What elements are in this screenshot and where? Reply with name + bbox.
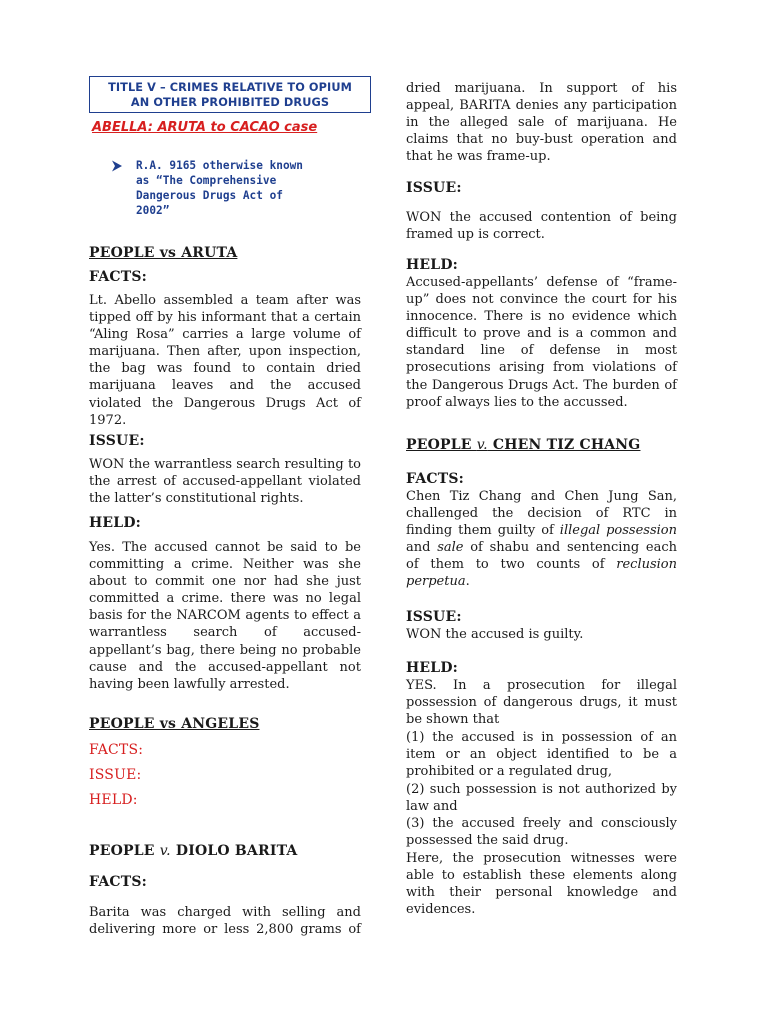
held-element-2: (2) such possession is not authorized by law and <box>406 782 677 815</box>
heading-prefix: PEOPLE <box>406 437 477 453</box>
ra-bullet-text <box>136 158 368 218</box>
held-paragraph-intro: YES. In a prosecution for illegal possession of dangerous drugs, it must be shown that <box>406 678 677 728</box>
case-heading-barita <box>89 842 361 860</box>
heading-suffix: CHEN TIZ CHANG <box>487 437 641 453</box>
held-element-1: (1) the accused is in possession of an item or an object identified to be a prohibited or a regulated drug, <box>406 730 677 780</box>
heading-versus: v. <box>476 437 488 453</box>
facts-text-c: of shabu and sentencing each of them to two counts of <box>406 540 677 573</box>
facts-label: FACTS: <box>89 269 148 285</box>
facts-label: FACTS: <box>89 874 148 890</box>
heading-versus: v. <box>159 843 171 859</box>
held-label-empty: HELD: <box>89 792 138 808</box>
case-heading-chen <box>406 436 677 454</box>
facts-italic-penalty: reclusion perpetua <box>406 557 677 590</box>
facts-paragraph <box>406 488 677 591</box>
facts-paragraph: Lt. Abello assembled a team after was tipped off by his informant that a certain “Aling Rosa” carries a large volume of marijuana. Then after, upon inspection, the bag was found to contain dried marijuana leaves and the accused violated the Dangerous Drugs Act of 1972. <box>89 293 361 428</box>
ra-line-1: R.A. 9165 otherwise known <box>136 159 303 172</box>
title-line-2: AN OTHER PROHIBITED DRUGS <box>130 96 330 109</box>
title-line-1: TITLE V – CRIMES RELATIVE TO OPIUM <box>108 81 352 94</box>
issue-label: ISSUE: <box>406 609 462 625</box>
title-box <box>89 76 371 113</box>
ra-line-2: as “The Comprehensive <box>136 174 277 187</box>
held-label: HELD: <box>406 257 459 273</box>
issue-label: ISSUE: <box>406 180 462 196</box>
held-label: HELD: <box>406 660 459 676</box>
facts-label-empty: FACTS: <box>89 742 144 758</box>
facts-paragraph-start: Barita was charged with selling and delivering more or less 2,800 grams of <box>89 905 361 938</box>
heading-prefix: PEOPLE <box>89 843 160 859</box>
held-paragraph: Accused-appellants’ defense of “frame-up” does not convince the court for his innocence. There is no evidence which difficult to prove and is a common and standard line of defense in most prosecutions arising from violations of the Dangerous Drugs Act. The burden of proof always lies to the accussed. <box>406 275 677 410</box>
held-label: HELD: <box>89 515 142 531</box>
facts-text-a: Chen Tiz Chang and Chen Jung San, challenged the decision of RTC in finding them guilty of <box>406 489 677 539</box>
ra-line-3: Dangerous Drugs Act of <box>136 189 283 202</box>
facts-italic-sale: sale <box>437 540 464 556</box>
issue-label: ISSUE: <box>89 433 145 449</box>
ra-line-4: 2002” <box>136 204 170 217</box>
heading-suffix: DIOLO BARITA <box>170 843 298 859</box>
facts-text-d: . <box>465 574 470 590</box>
case-heading-aruta: PEOPLE vs ARUTA <box>89 245 238 261</box>
arrow-bullet-icon <box>111 160 123 172</box>
held-paragraph: Yes. The accused cannot be said to be committing a crime. Neither was she about to commit one nor had she just committed a crime. there was no legal basis for the NARCOM agents to effect a warrantless search of accused-appellant’s bag, there being no probable cause and the accused-appellant not having been lawfully arrested. <box>89 540 361 692</box>
issue-label-empty: ISSUE: <box>89 767 142 783</box>
issue-paragraph: WON the warrantless search resulting to the arrest of accused-appellant violated the latter’s constitutional rights. <box>89 457 361 507</box>
case-heading-angeles: PEOPLE vs ANGELES <box>89 716 260 732</box>
case-range-heading: ABELLA: ARUTA to CACAO case <box>92 120 318 135</box>
issue-paragraph: WON the accused contention of being framed up is correct. <box>406 210 677 243</box>
facts-label: FACTS: <box>406 471 465 487</box>
held-conclusion: Here, the prosecution witnesses were able to establish these elements along with their personal knowledge and evidences. <box>406 851 677 918</box>
facts-italic-possession: illegal possession <box>559 523 677 539</box>
issue-paragraph: WON the accused is guilty. <box>406 627 584 642</box>
held-element-3: (3) the accused freely and consciously possessed the said drug. <box>406 816 677 849</box>
facts-paragraph-continued: dried marijuana. In support of his appeal, BARITA denies any participation in the alleged sale of marijuana. He claims that no buy-bust operation and that he was frame-up. <box>406 81 677 165</box>
facts-text-b: and <box>406 540 438 556</box>
